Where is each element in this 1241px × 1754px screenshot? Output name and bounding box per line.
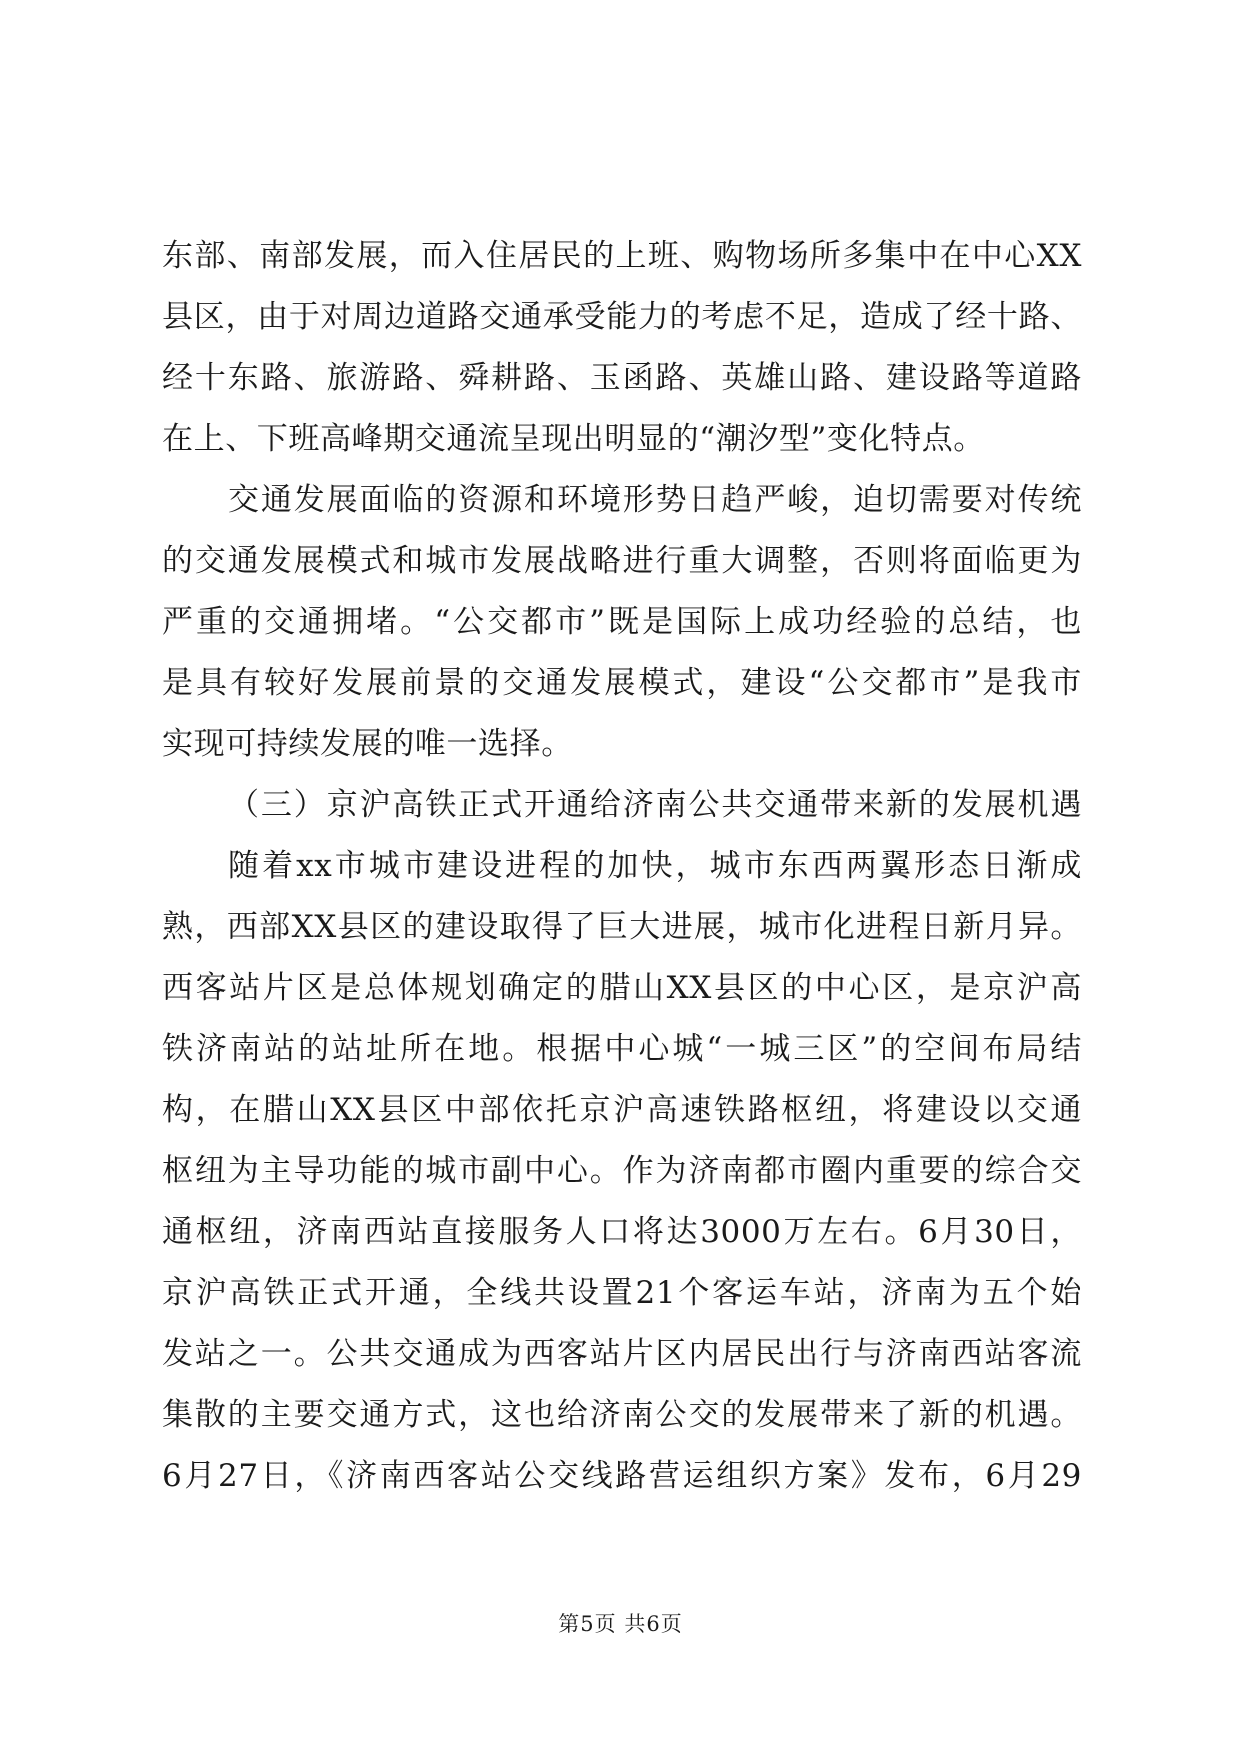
text-line: 通枢纽，济南西站直接服务人口将达3000万左右。6月30日， — [162, 1214, 1082, 1250]
text-line: 严重的交通拥堵。“公交都市”既是国际上成功经验的总结，也 — [162, 604, 1082, 640]
text-line: 西客站片区是总体规划确定的腊山XX县区的中心区，是京沪高 — [162, 970, 1082, 1006]
text-line: 6月27日，《济南西客站公交线路营运组织方案》发布，6月29 — [162, 1458, 1082, 1494]
text-line: 在上、下班高峰期交通流呈现出明显的“潮汐型”变化特点。 — [162, 421, 985, 457]
page-footer: 第5页 共6页 — [558, 1612, 683, 1636]
text-line: 随着xx市城市建设进程的加快，城市东西两翼形态日渐成 — [228, 848, 1082, 884]
text-line: 集散的主要交通方式，这也给济南公交的发展带来了新的机遇。 — [162, 1397, 1082, 1433]
text-line: 经十东路、旅游路、舜耕路、玉函路、英雄山路、建设路等道路 — [162, 360, 1082, 396]
text-line: 熟，西部XX县区的建设取得了巨大进展，城市化进程日新月异。 — [162, 909, 1082, 945]
text-line: 县区，由于对周边道路交通承受能力的考虑不足，造成了经十路、 — [162, 299, 1082, 335]
text-line: 枢纽为主导功能的城市副中心。作为济南都市圈内重要的综合交 — [162, 1153, 1082, 1189]
text-line: （三）京沪高铁正式开通给济南公共交通带来新的发展机遇 — [228, 787, 1082, 823]
text-line: 构，在腊山XX县区中部依托京沪高速铁路枢纽，将建设以交通 — [162, 1092, 1082, 1128]
text-line: 铁济南站的站址所在地。根据中心城“一城三区”的空间布局结 — [162, 1031, 1082, 1067]
text-line: 京沪高铁正式开通，全线共设置21个客运车站，济南为五个始 — [162, 1275, 1082, 1311]
document-body — [162, 226, 1082, 1507]
text-line: 是具有较好发展前景的交通发展模式，建设“公交都市”是我市 — [162, 665, 1082, 701]
text-line: 的交通发展模式和城市发展战略进行重大调整，否则将面临更为 — [162, 543, 1082, 579]
text-line: 东部、南部发展，而入住居民的上班、购物场所多集中在中心XX — [162, 238, 1082, 274]
text-line: 交通发展面临的资源和环境形势日趋严峻，迫切需要对传统 — [228, 482, 1082, 518]
text-line: 实现可持续发展的唯一选择。 — [162, 726, 573, 762]
text-line: 发站之一。公共交通成为西客站片区内居民出行与济南西站客流 — [162, 1336, 1082, 1372]
